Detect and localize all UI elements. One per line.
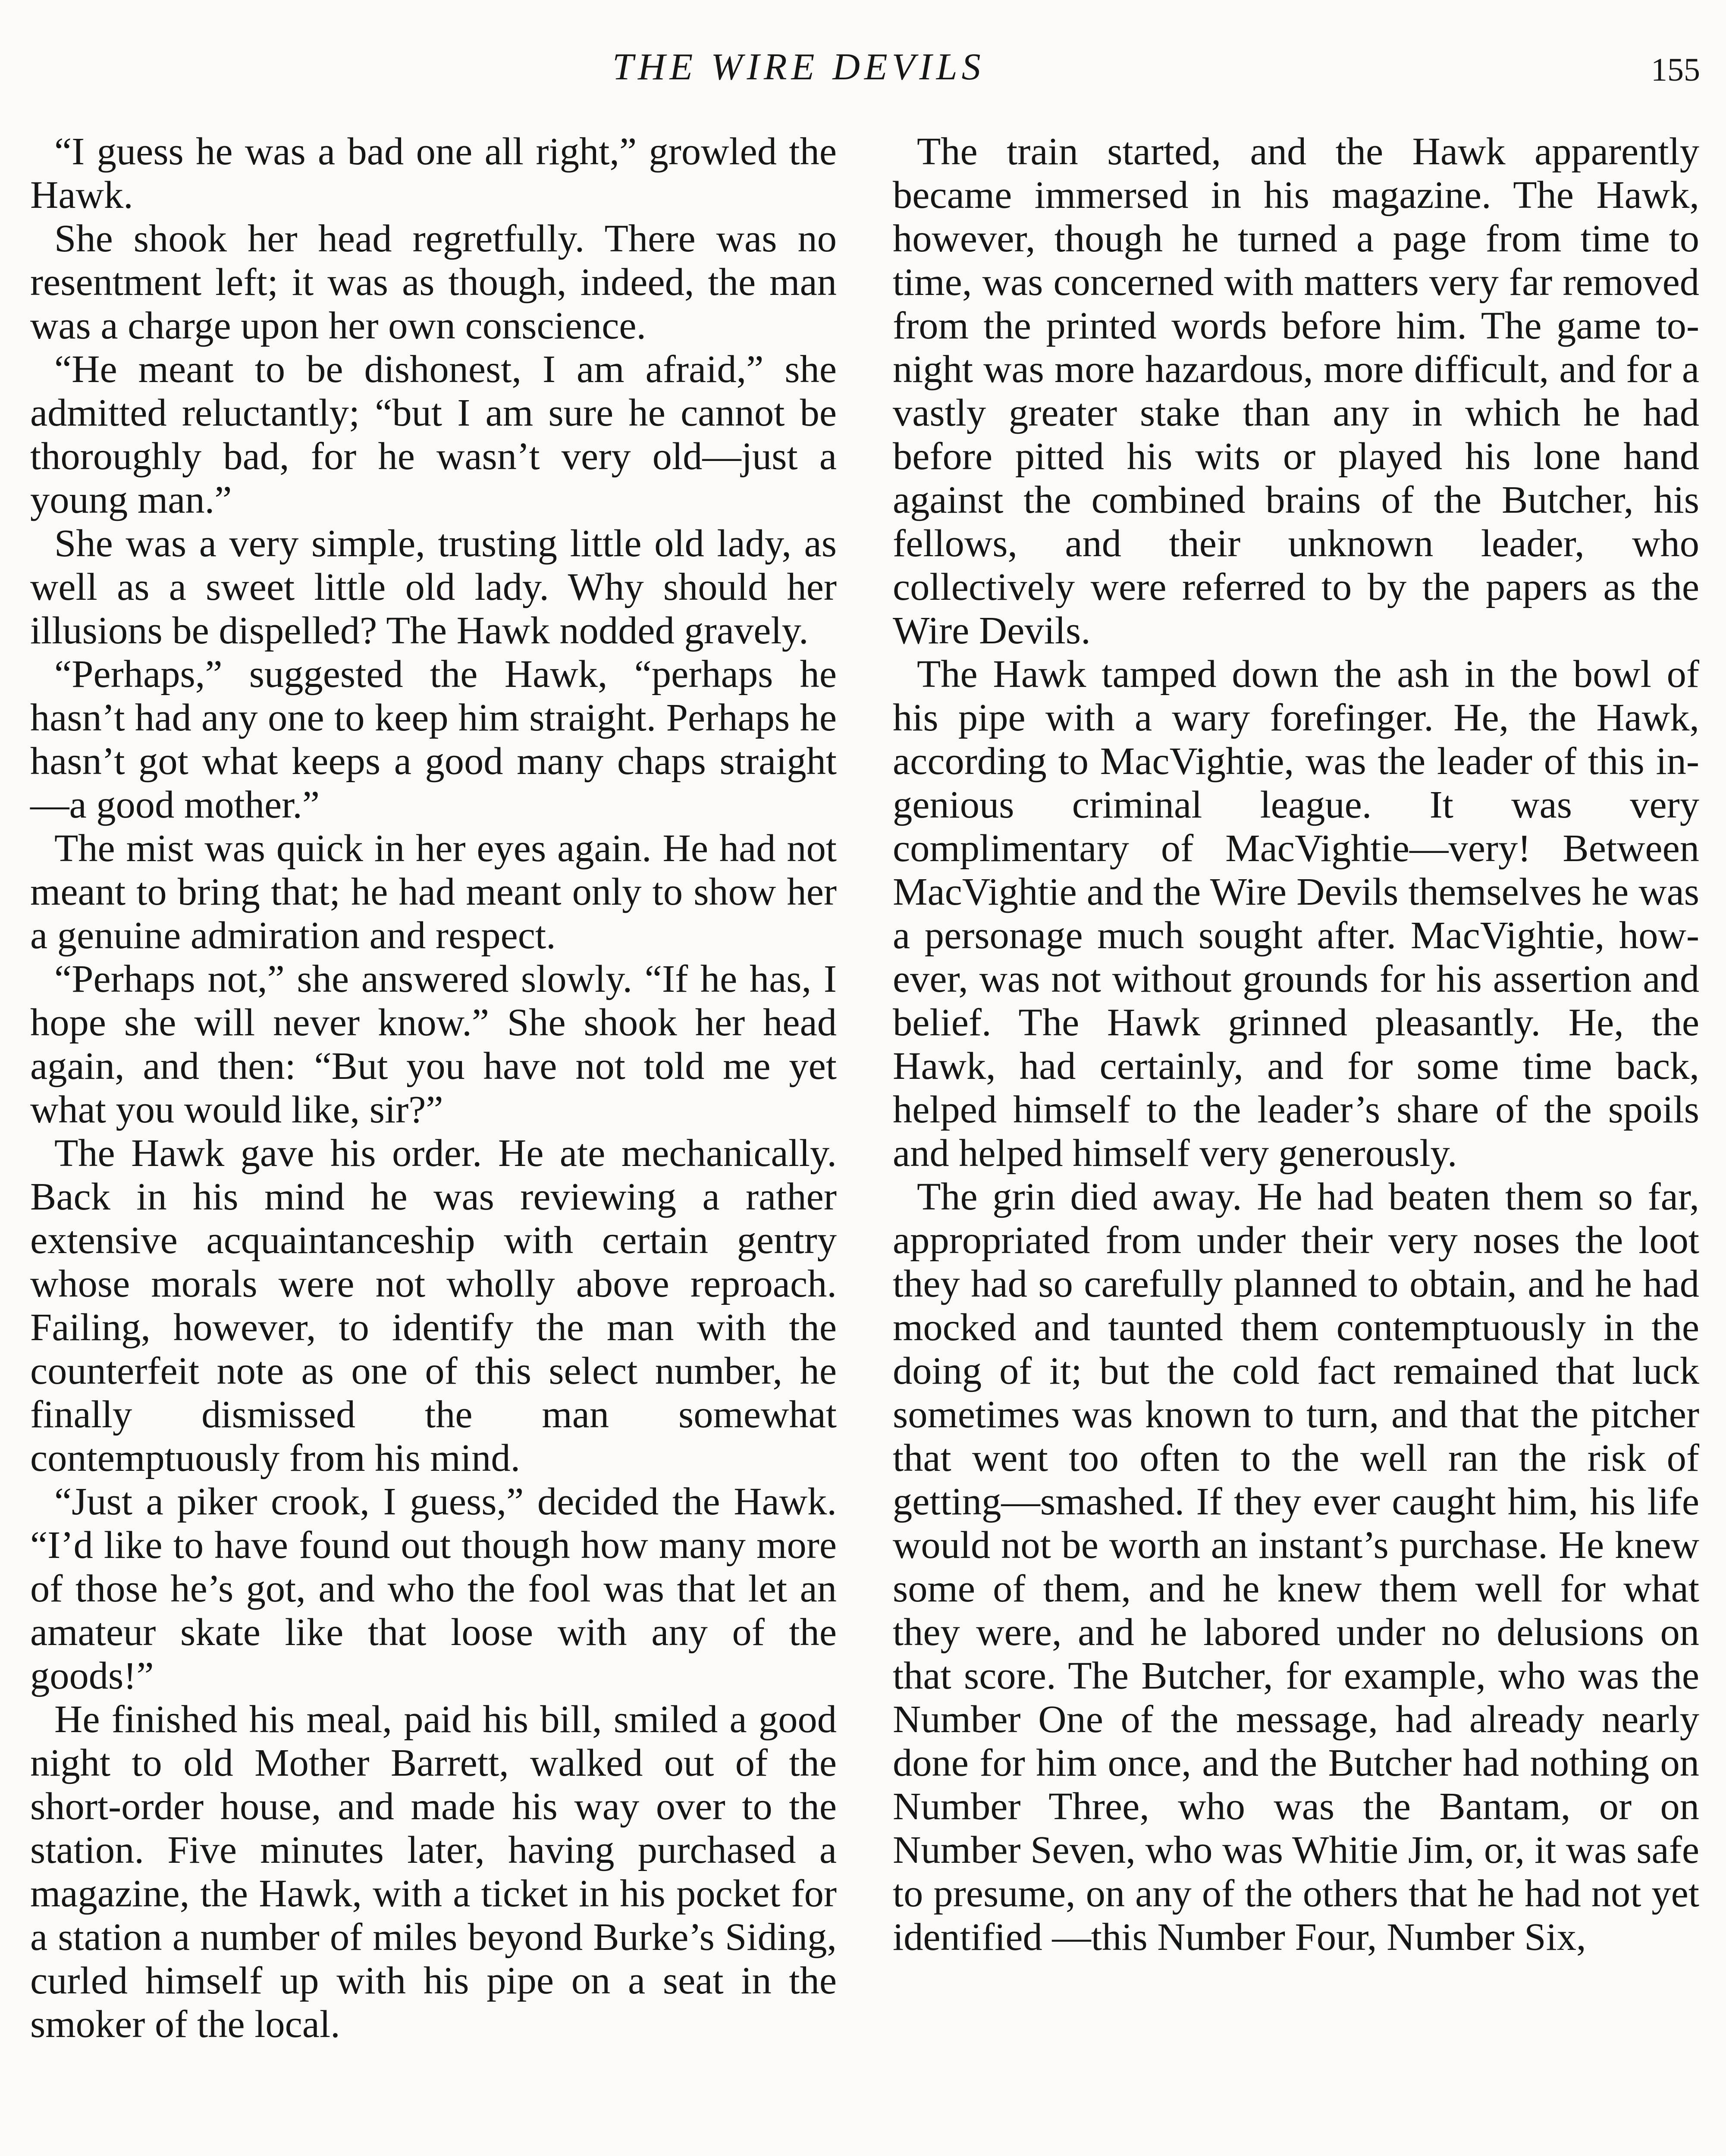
right-column [893,129,1699,1959]
paragraph: The Hawk gave his order. He ate mechanically. Back in his mind he was reviewing a rather extensive acquaintanceship with certain gentry whose morals were not wholly above reproach. Failing, however, to identify the man with the counterfeit note as one of this select number, he finally dismissed the man somewhat contemptuously from his mind. [30,1131,837,1479]
paragraph: “Perhaps not,” she answered slowly. “If he has, I hope she will never know.” She shook her head again, and then: “But you have not told me yet what you would like, sir?” [30,957,837,1131]
paragraph: The Hawk tamped down the ash in the bowl of his pipe with a wary forefinger. He, the Hawk, according to MacVightie, was the leader of this ingenious criminal league. It was very complimentary of MacVightie—very! Between MacVightie and the Wire Devils themselves he was a personage much sought after. MacVightie, however, was not without grounds for his assertion and belief. The Hawk grinned pleasantly. He, the Hawk, had certainly, and for some time back, helped himself to the leader’s share of the spoils and helped himself very generously. [893,652,1699,1175]
left-column [30,129,837,2046]
paragraph: “Just a piker crook, I guess,” decided the Hawk. “I’d like to have found out though how many more of those he’s got, and who the fool was that let an amateur skate like that loose with any of the goods!” [30,1479,837,1697]
page-number: 155 [1651,52,1700,88]
paragraph: She shook her head regretfully. There was no resentment left; it was as though, indeed, the man was a charge upon her own conscience. [30,216,837,347]
paragraph: The train started, and the Hawk apparently became immersed in his magazine. The Hawk, however, though he turned a page from time to time, was concerned with matters very far removed from the printed words before him. The game to-night was more hazardous, more difficult, and for a vastly greater stake than any in which he had before pitted his wits or played his lone hand against the combined brains of the Butcher, his fellows, and their unknown leader, who collectively were referred to by the papers as the Wire Devils. [893,129,1699,652]
paragraph: He finished his meal, paid his bill, smiled a good night to old Mother Barrett, walked out of the short-order house, and made his way over to the station. Five minutes later, having purchased a magazine, the Hawk, with a ticket in his pocket for a station a number of miles beyond Burke’s Siding, curled himself up with his pipe on a seat in the smoker of the local. [30,1697,837,2046]
paragraph: “I guess he was a bad one all right,” growled the Hawk. [30,129,837,216]
paragraph: The grin died away. He had beaten them so far, appropriated from under their very noses the loot they had so carefully planned to obtain, and he had mocked and taunted them contemptuously in the doing of it; but the cold fact remained that luck sometimes was known to turn, and that the pitcher that went too often to the well ran the risk of getting—smashed. If they ever caught him, his life would not be worth an instant’s purchase. He knew some of them, and he knew them well for what they were, and he labored under no delusions on that score. The Butcher, for example, who was the Number One of the message, had already nearly done for him once, and the Butcher had nothing on Number Three, who was the Bantam, or on Number Seven, who was Whitie Jim, or, it was safe to presume, on any of the others that he had not yet identified —this Number Four, Number Six, [893,1175,1699,1959]
running-title: THE WIRE DEVILS [612,46,985,88]
paragraph: “Perhaps,” suggested the Hawk, “perhaps he hasn’t had any one to keep him straight. Perhaps he hasn’t got what keeps a good many chaps straight—a good mother.” [30,652,837,826]
running-header [0,41,1726,93]
paragraph: She was a very simple, trusting little old lady, as well as a sweet little old lady. Why should her illusions be dispelled? The Hawk nodded gravely. [30,521,837,652]
paragraph: “He meant to be dishonest, I am afraid,” she admitted reluctantly; “but I am sure he cannot be thoroughly bad, for he wasn’t very old—just a young man.” [30,347,837,521]
paragraph: The mist was quick in her eyes again. He had not meant to bring that; he had meant only to show her a genuine admiration and respect. [30,826,837,957]
